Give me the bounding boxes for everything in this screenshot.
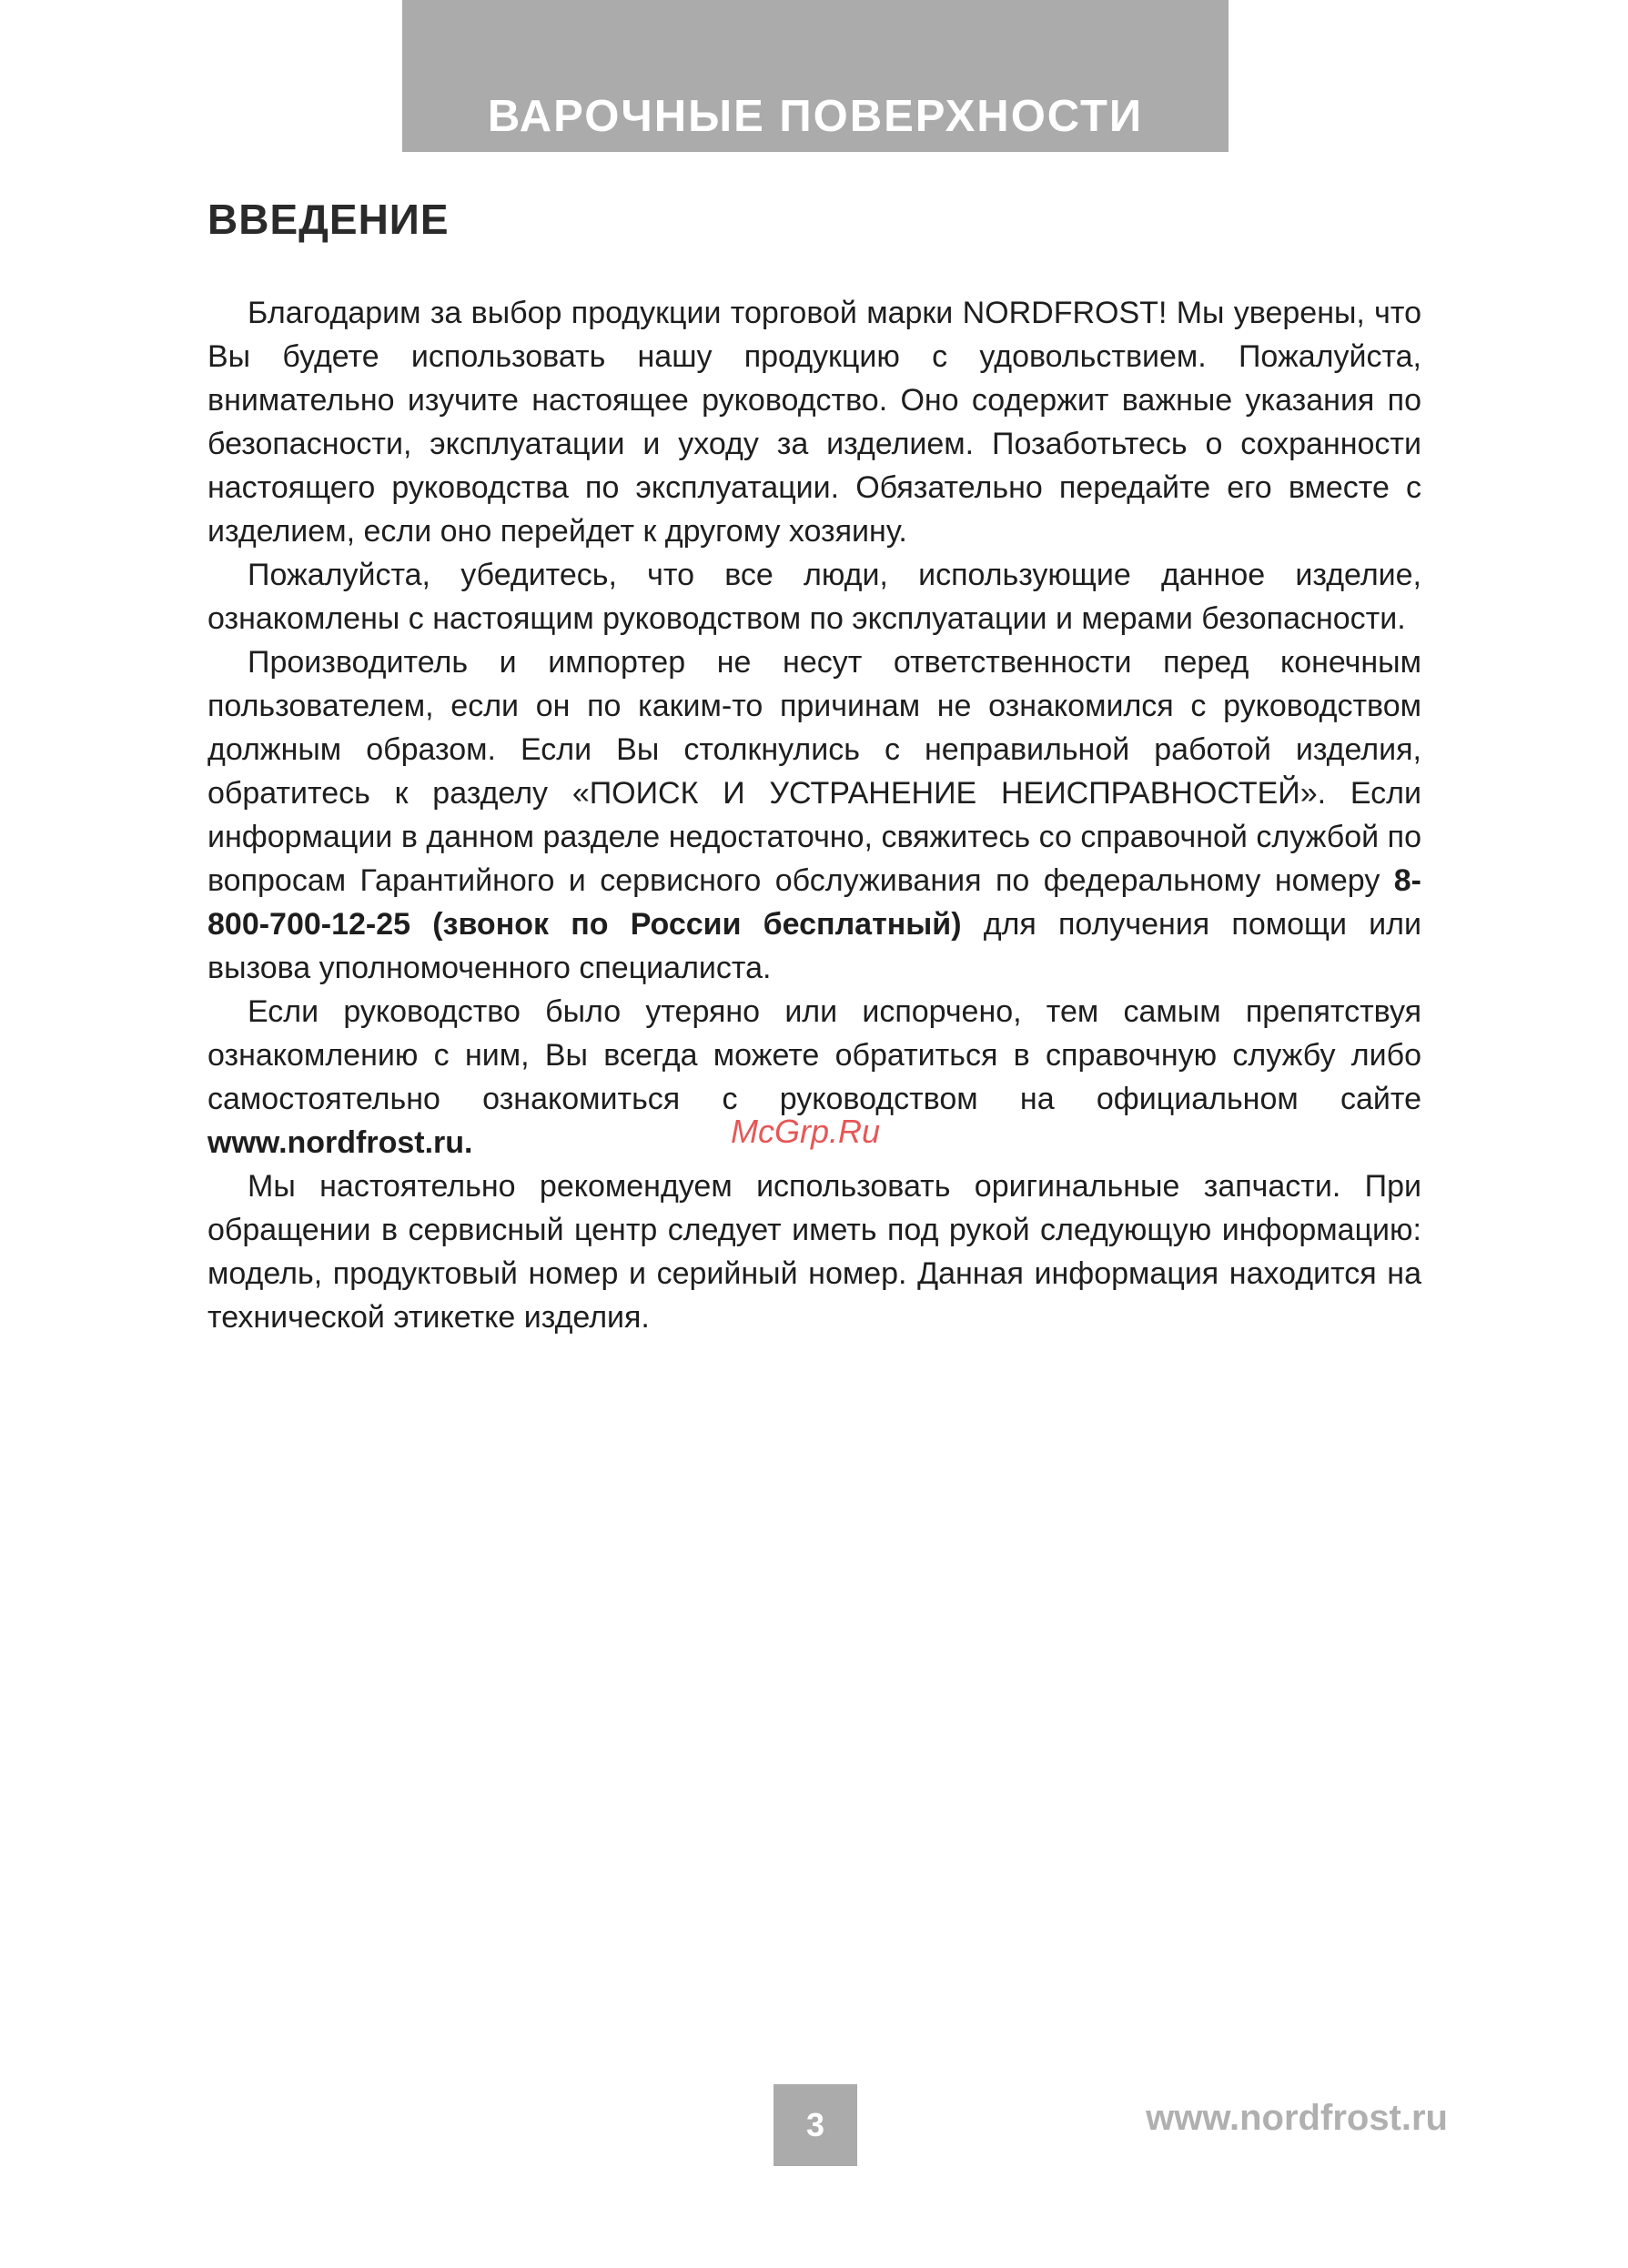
watermark: McGrp.Ru (731, 1113, 881, 1150)
paragraph-safety: Пожалуйста, убедитесь, что все люди, использующие данное изделие, ознакомлены с настоящим руководством по эксплуатации и мерами безопасности. (207, 558, 1421, 636)
page-number: 3 (805, 2106, 825, 2143)
intro-body (207, 291, 1421, 1339)
footer-url: www.nordfrost.ru (1146, 2098, 1448, 2138)
paragraph-lost-manual-text: Если руководство было утеряно или испорчено, тем самым препятствуя ознакомлению с ним, Вы всегда можете обратиться в справочную службу либо самостоятельно ознакомиться с руководством на официальном сайте (207, 994, 1421, 1116)
header-band (402, 0, 1229, 152)
official-site-link[interactable]: www.nordfrost.ru. (207, 1125, 473, 1160)
section-title: ВВЕДЕНИЕ (207, 196, 450, 243)
paragraph-spare-parts: Мы настоятельно рекомендуем использовать оригинальные запчасти. При обращении в сервисный центр следует иметь под рукой следующую информацию: модель, продуктовый номер и серийный номер. Данная информация находится на технической этикетке изделия. (207, 1169, 1421, 1335)
paragraph-responsibility-text: Производитель и импортер не несут ответственности перед конечным пользователем, если он по каким-то причинам не ознакомился с руководством должным образом. Если Вы столкнулись с неправильной работой изделия, обратитесь к разделу «ПОИСК И УСТРАНЕНИЕ НЕИСПРАВНОСТЕЙ». Если информации в данном разделе недостаточно, свяжитесь со справочной службой по вопросам Гарантийного и сервисного обслуживания по федеральному номеру (207, 645, 1421, 898)
paragraph-thanks: Благодарим за выбор продукции торговой марки NORDFROST! Мы уверены, что Вы будете использовать нашу продукцию с удовольствием. Пожалуйста, внимательно изучите настоящее руководство. Оно содержит важные указания по безопасности, эксплуатации и уходу за изделием. Позаботьтесь о сохранности настоящего руководства по эксплуатации. Обязательно передайте его вместе с изделием, если оно перейдет к другому хозяину. (207, 296, 1421, 549)
header-title: ВАРОЧНЫЕ ПОВЕРХНОСТИ (487, 92, 1144, 141)
paragraph-responsibility (207, 640, 1421, 990)
paragraph-responsibility-tail: для получения помощи или вызова уполномоченного специалиста. (207, 907, 1421, 985)
page-number-box (774, 2084, 857, 2166)
hotline-phone: 8-800-700-12-25 (звонок по России бесплатный) (207, 863, 1421, 942)
